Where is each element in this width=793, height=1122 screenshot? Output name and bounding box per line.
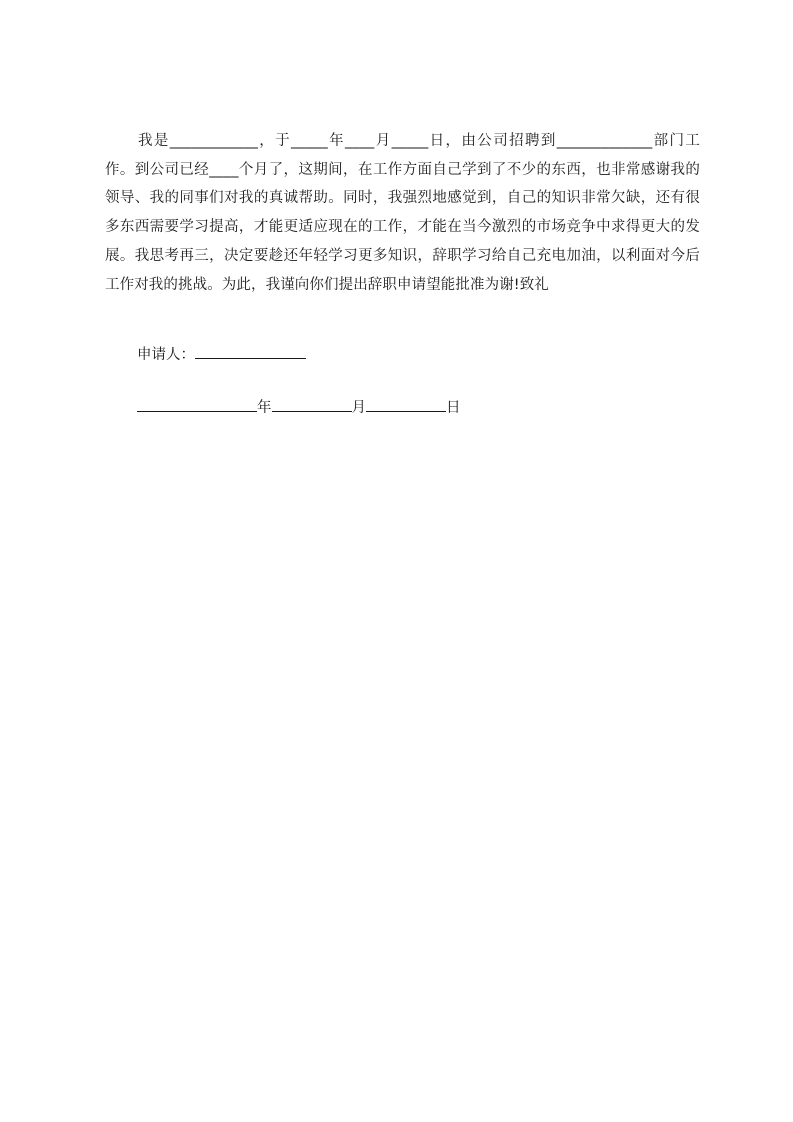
letter-body-paragraph: 我是____________，于_____年____月_____日，由公司招聘到_____________部门工作。到公司已经____个月了，这期间，在工作方面自己学到了不少的东西，也非常感谢我的领导、我的同事们对我的真诚帮助。同时，我强烈地感觉到，自己的知识非常欠缺，还有很多东西需要学习提高，才能更适应现在的工作，才能在当今激烈的市场竞争中求得更大的发展。我思考再三，决定要趁还年轻学习更多知识，辞职学习给自己充电加油，以利面对今后工作对我的挑战。为此，我谨向你们提出辞职申请望能批准为谢!致礼: [105, 133, 700, 293]
applicant-name-blank: [195, 343, 306, 359]
applicant-signature-line: [137, 341, 306, 369]
year-blank: [137, 396, 257, 412]
applicant-label: 申请人：: [137, 347, 195, 363]
month-label: 月: [351, 400, 366, 416]
day-label: 日: [446, 400, 461, 416]
signature-date-line: [137, 394, 461, 422]
month-blank: [272, 396, 352, 412]
year-label: 年: [257, 400, 272, 416]
day-blank: [366, 396, 446, 412]
